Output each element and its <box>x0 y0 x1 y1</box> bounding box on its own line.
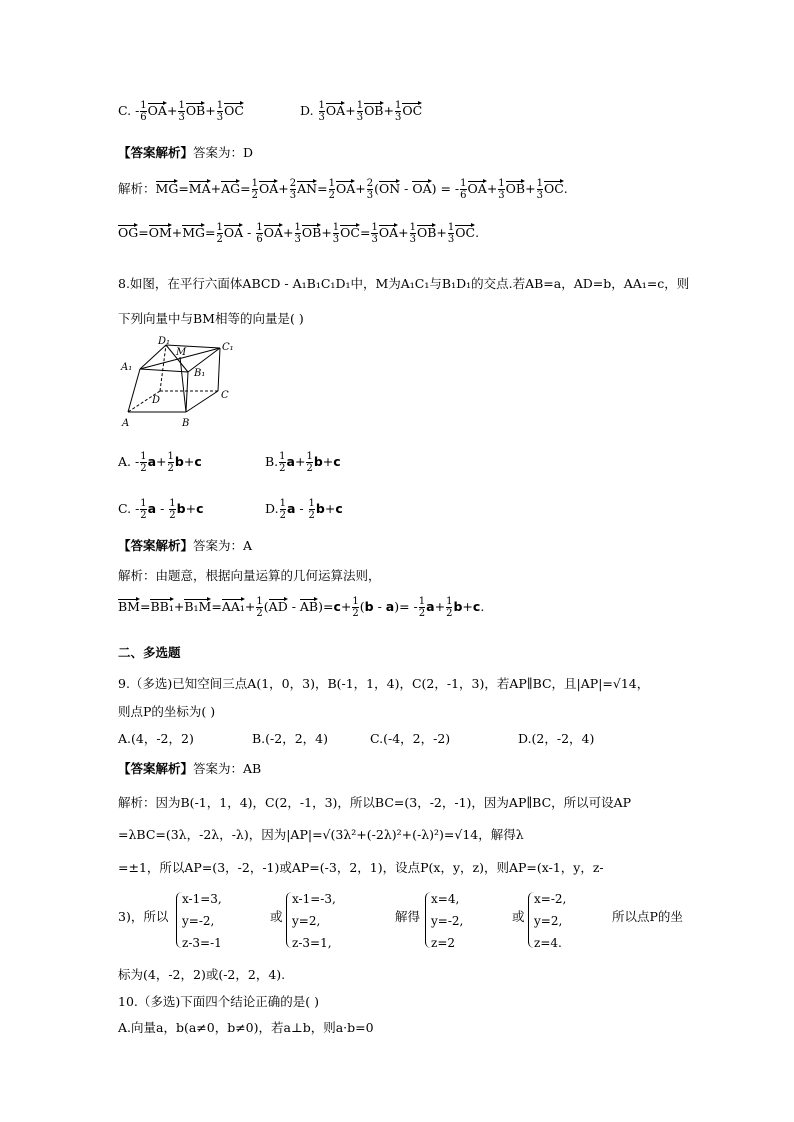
q9-analysis-line2: =λBC=(3λ，-2λ，-λ)，因为|AP|=√(3λ²+(-2λ)²+(-λ)²)=√14，解得λ <box>118 827 524 842</box>
system1-eq1: x-1=3, <box>182 892 222 906</box>
system1-eq3: z-3=-1 <box>182 936 222 950</box>
q9-solve: 解得 <box>395 909 421 924</box>
q9-choice-d: D.(2，-2，4) <box>518 731 595 746</box>
label-D1: D₁ <box>158 336 171 347</box>
system1-eq2: y=-2, <box>182 914 215 928</box>
parallelepiped-figure <box>118 336 238 431</box>
label-A1: A₁ <box>121 362 133 373</box>
q9-analysis-line3: =±1，所以AP=(3，-2，-1)或AP=(-3，2，1)，设点P(x，y，z)，则AP=(x-1，y，z- <box>118 860 604 875</box>
q8-answer: 【答案解析】答案为：A <box>118 538 253 553</box>
q7-analysis-line1: 解析：MG=MA+AG= $\frac{1}{2}$ OA+ $\frac{2}{3}$ AN= $\frac{1}{2}$ OA+ $\frac{2}{3}$ (ON - OA) = - $\frac{1}{6}$ OA+ $\frac{1}{3}$ OB+ $\frac{1}{3}$ OC. <box>118 178 568 201</box>
label-D: D <box>152 395 161 406</box>
edge-C1D1 <box>166 345 220 348</box>
label-B1: B₁ <box>194 368 206 379</box>
q9-stem-line2: 则点P的坐标为( ) <box>118 704 216 719</box>
label-A: A <box>122 418 130 429</box>
system3-eq3: z=2 <box>431 936 456 950</box>
q9-stem-line1: 9.（多选)已知空间三点A(1，0，3)，B(-1，1，4)，C(2，-1，3)，若AP∥BC，且|AP|=√14， <box>118 676 650 691</box>
system4-eq2: y=2, <box>534 914 563 928</box>
q7-choice-d: D. $\frac{1}{3}$ OA+ $\frac{1}{3}$ OB+ $\frac{1}{3}$ OC <box>300 100 423 123</box>
label-C: C <box>221 390 229 401</box>
q8-choice-b: B. $\frac{1}{2}$ a+ $\frac{1}{2}$ b+c <box>265 451 341 474</box>
system2-eq1: x-1=-3, <box>292 892 336 906</box>
q8-analysis-line1: 解析：由题意，根据向量运算的几何运算法则， <box>118 568 381 583</box>
q10-choice-a: A.向量a，b(a≠0，b≠0)，若a⊥b，则a·b=0 <box>118 1020 374 1035</box>
q8-choice-c: C. - $\frac{1}{2}$ a - $\frac{1}{2}$ b+c <box>118 498 204 521</box>
system2-eq2: y=2, <box>292 914 321 928</box>
q9-answer: 【答案解析】答案为：AB <box>118 761 262 776</box>
q9-choice-c: C.(-4，2，-2) <box>370 731 451 746</box>
q8-choice-a: A. - $\frac{1}{2}$ a+ $\frac{1}{2}$ b+c <box>118 451 202 474</box>
edge-DD1 <box>160 345 166 391</box>
system2-eq3: z-3=1, <box>292 936 332 950</box>
edge-A1B1 <box>140 369 188 372</box>
q9-analysis-line4-prefix: 3)，所以 <box>118 909 169 924</box>
section-title-multiple-choice: 二、多选题 <box>118 645 181 660</box>
system4-eq3: z=4. <box>534 936 562 950</box>
q7-answer: 【答案解析】答案为：D <box>118 145 254 160</box>
q9-analysis-line4-suffix: 所以点P的坐 <box>612 909 683 924</box>
q8-analysis-line2: BM=BB₁+B₁M=AA₁+ $\frac{1}{2}$ (AD - AB)=c+ $\frac{1}{2}$ (b - a)= - $\frac{1}{2}$ a+ $\frac{1}{2}$ b+c. <box>118 596 485 619</box>
q8-choice-d: D. $\frac{1}{2}$ a - $\frac{1}{2}$ b+c <box>265 498 343 521</box>
q9-analysis-line5: 标为(4，-2，2)或(-2，2，4). <box>118 967 286 982</box>
label-M: M <box>176 347 187 358</box>
q9-choice-b: B.(-2，2，4) <box>252 731 328 746</box>
q9-or2: 或 <box>512 909 525 924</box>
label-C1: C₁ <box>222 342 234 353</box>
q9-choice-a: A.(4，-2，2) <box>118 731 194 746</box>
system4-eq1: x=-2, <box>534 892 567 906</box>
system3-eq2: y=-2, <box>431 914 464 928</box>
q10-stem: 10.（多选)下面四个结论正确的是( ) <box>118 994 319 1009</box>
q8-stem-line1: 8.如图，在平行六面体ABCD - A₁B₁C₁D₁中，M为A₁C₁与B₁D₁的交点.若AB=a，AD=b，AA₁=c，则 <box>118 276 690 291</box>
edge-CC1 <box>218 348 220 391</box>
q7-analysis-line2: OG=OM+MG= $\frac{1}{2}$ OA - $\frac{1}{6}$ OA+ $\frac{1}{3}$ OB+ $\frac{1}{3}$ OC= $\frac{1}{3}$ OA+ $\frac{1}{3}$ OB+ $\frac{1}{3}$ OC. <box>118 222 480 245</box>
edge-BB1 <box>186 372 188 412</box>
system3-eq1: x=4, <box>431 892 460 906</box>
label-B: B <box>182 418 190 429</box>
q9-or1: 或 <box>270 909 283 924</box>
q8-stem-line2: 下列向量中与BM相等的向量是( ) <box>118 311 304 326</box>
q9-analysis-line1: 解析：因为B(-1，1，4)，C(2，-1，3)，所以BC=(3，-2，-1)，因为AP∥BC，所以可设AP <box>118 795 632 810</box>
q7-choice-c: C. - $\frac{1}{6}$ OA+ $\frac{1}{3}$ OB+ $\frac{1}{3}$ OC <box>118 100 244 123</box>
edge-BC <box>186 391 218 412</box>
